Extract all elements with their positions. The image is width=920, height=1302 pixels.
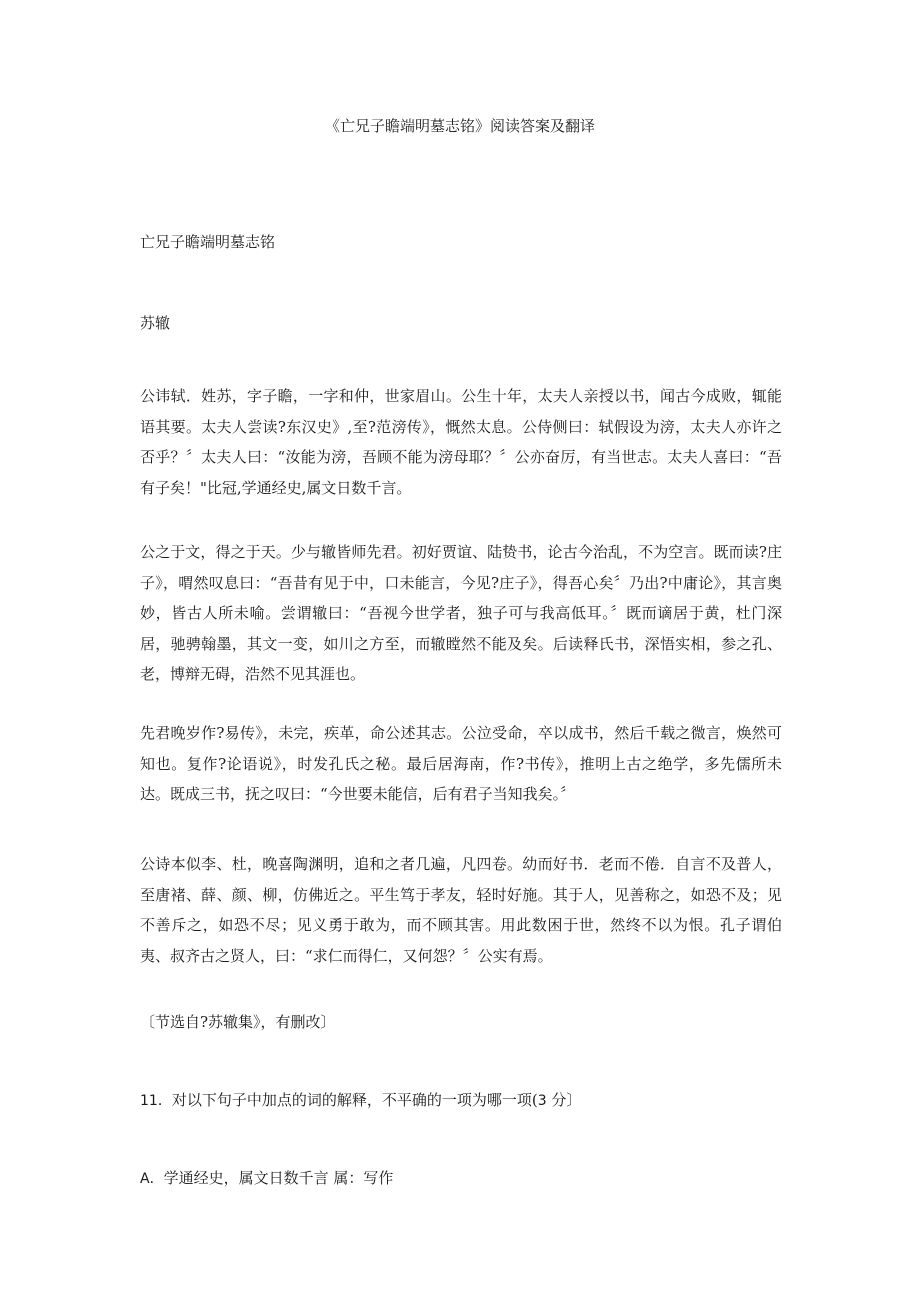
- question-score-unit: 分〕: [546, 1091, 582, 1109]
- document-title: 《亡兄子瞻端明墓志铭》阅读答案及翻译: [324, 117, 595, 135]
- essay-paragraph: 公之于文，得之于天。少与辙皆师先君。初好贾谊、陆贽书，论古今治乱，不为空言。既而读?庄子》，喟然叹息曰：“吾昔有见于中，口未能言，今见?庄子》，得吾心矣〞乃出?中庸论》，其言奥妙，皆古人所未喻。尝谓辙曰：“吾视今世学者，独子可与我高低耳。〞既而谪居于黄，杜门深居，驰骋翰墨，其文一变，如川之方至，而辙瞠然不能及矣。后读释氏书，深悟实相，参之孔、老，博辩无碍，浩然不见其涯也。: [140, 543, 782, 683]
- question-score: 3: [537, 1093, 547, 1109]
- essay-paragraph: 先君晚岁作?易传》，未完，疾革，命公述其志。公泣受命，卒以成书，然后千载之微言，焕然可知也。复作?论语说》，时发孔氏之秘。最后居海南，作?书传》，推明上古之绝学，多先儒所未达。既成三书，抚之叹曰：“今世要未能信，后有君子当知我矣。〞: [140, 724, 782, 803]
- essay-paragraph: 公讳轼．姓苏，字子瞻，一字和仲，世家眉山。公生十年，太夫人亲授以书，闻古今成败，辄能语其要。太夫人尝读?东汉史》,至?范滂传》，慨然太息。公侍侧曰：轼假设为滂，太夫人亦许之否乎？〞太夫人曰：“汝能为滂，吾顾不能为滂母耶？〞公亦奋厉，有当世志。太夫人喜曰：“吾有子矣！"比冠,学通经史,属文日数千言。: [140, 387, 782, 497]
- essay-paragraph: 公诗本似李、杜，晚喜陶渊明，追和之者几遍，凡四卷。幼而好书．老而不倦．自言不及普人，至唐褚、薛、颜、柳，仿佛近之。平生笃于孝友，轻时好施。其于人，见善称之，如恐不及；见不善斥之，如恐不尽；见义勇于敢为，而不顾其害。用此数困于世，然终不以为恨。孔子谓伯夷、叔齐古之贤人，曰：“求仁而得仁，又何怨？〞公实有焉。: [140, 855, 782, 965]
- essay-heading: 亡兄子瞻端明墓志铭: [140, 233, 276, 251]
- essay-author: 苏辙: [140, 314, 171, 332]
- question-number: 11．: [140, 1093, 172, 1109]
- option-a-text: 学通经史，属文日数千言 属：写作: [163, 1169, 394, 1187]
- question-11: [140, 1085, 782, 1117]
- option-a-label: A．: [140, 1171, 164, 1187]
- option-a: [140, 1163, 782, 1195]
- question-text: 对以下句子中加点的词的解释，不平确的一项为哪一项(: [171, 1091, 538, 1109]
- source-note: 〔节选自?苏辙集》，有删改〕: [140, 1013, 336, 1031]
